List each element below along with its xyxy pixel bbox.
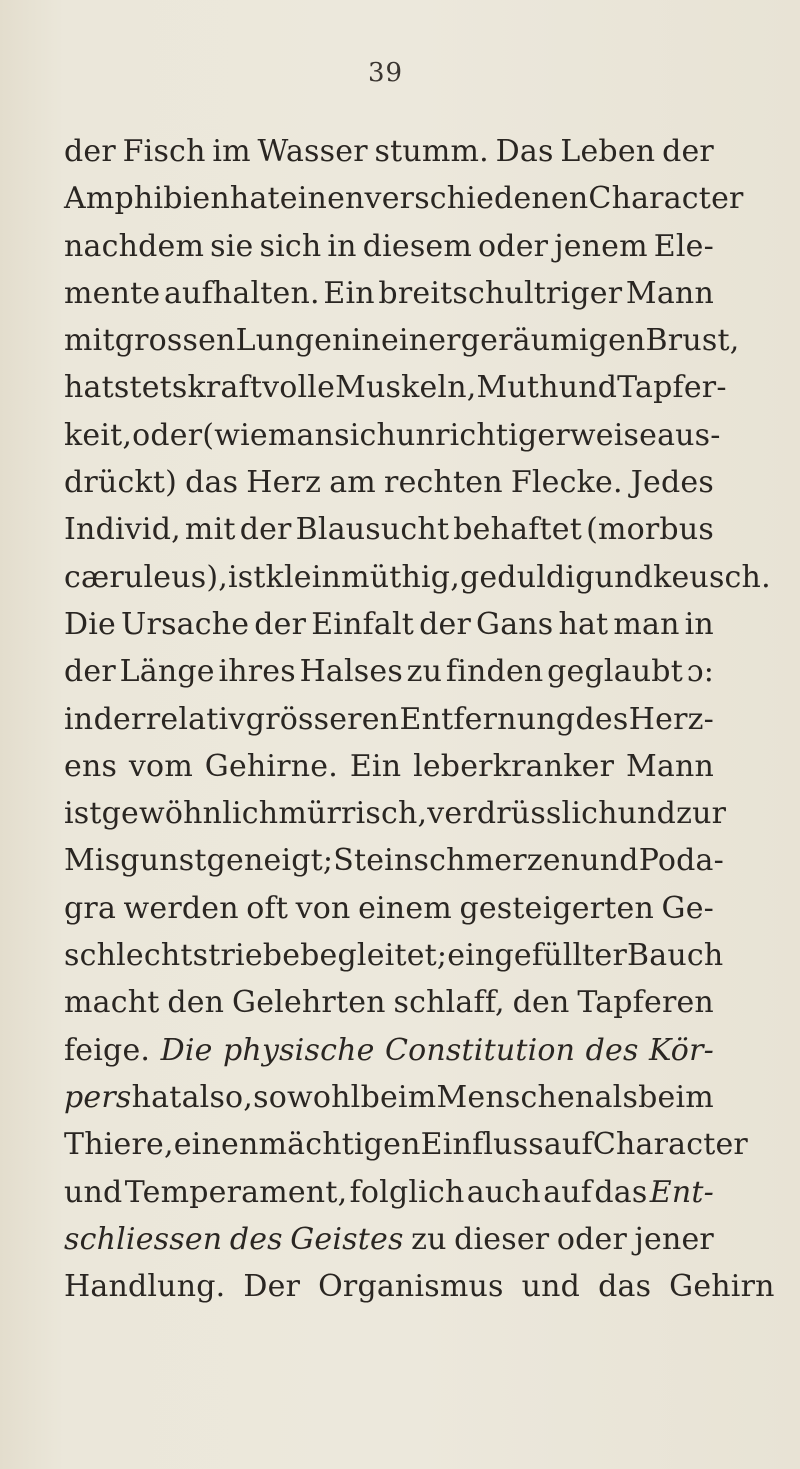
word: Gelehrten [232, 985, 386, 1021]
word: in [684, 606, 714, 642]
word: Constitution [384, 1032, 576, 1068]
word: den [512, 985, 570, 1021]
text-line [64, 837, 724, 884]
word: Character [592, 1127, 748, 1163]
word: Der [243, 1269, 301, 1305]
word: (morbus [586, 512, 714, 548]
word: stets [113, 370, 188, 406]
word: von [295, 890, 351, 926]
text-line [64, 1263, 775, 1310]
word: Fisch [122, 134, 206, 169]
word: schliessen [64, 1221, 223, 1257]
word: Das [495, 134, 554, 169]
word: auf [543, 1174, 593, 1210]
word: behaftet [453, 512, 582, 548]
word: beim [638, 1079, 714, 1115]
word: in [351, 323, 381, 359]
word: und [521, 1269, 581, 1305]
word: cæruleus), [64, 559, 228, 595]
word: relativ [145, 701, 246, 737]
word: und [580, 843, 639, 879]
word: des [585, 1032, 639, 1068]
word: schlechtstriebe [64, 938, 301, 974]
word: man [613, 606, 680, 642]
word: Bauch [627, 938, 724, 974]
text-line [64, 223, 714, 270]
word: Gehirne. [204, 748, 338, 784]
word: hat [558, 606, 609, 642]
text-line [64, 459, 714, 506]
word: macht [64, 985, 160, 1021]
word: Herz- [628, 701, 714, 737]
word: Gehirn [669, 1269, 775, 1305]
word: Character [588, 181, 744, 217]
text-line [64, 128, 714, 175]
word: pers [64, 1079, 132, 1115]
word: Herz [246, 465, 322, 501]
page-number: 39 [368, 58, 404, 88]
word: grossen [114, 323, 236, 359]
word: diesem [362, 228, 473, 264]
word: aufhalten. [163, 275, 320, 311]
word: der [64, 134, 116, 169]
word: hat [131, 1079, 182, 1115]
word: sich [259, 228, 322, 264]
word: im [212, 134, 251, 169]
word: vom [128, 748, 193, 784]
word: als [594, 1079, 639, 1115]
word: Halses [299, 654, 403, 690]
word: Misgunst [64, 843, 207, 879]
word: der [93, 701, 146, 737]
word: Ein [323, 275, 375, 311]
word: grösseren [245, 701, 400, 737]
word: zur [676, 796, 727, 832]
text-line [64, 648, 714, 695]
text-line [64, 979, 714, 1026]
word: einem [358, 890, 452, 926]
body-text [64, 128, 775, 1310]
text-line [64, 790, 727, 837]
word: der [662, 134, 714, 169]
text-line [64, 1169, 714, 1216]
text-line [64, 696, 714, 743]
text-line [64, 1074, 714, 1121]
word: Amphibien [64, 181, 230, 217]
text-line [64, 601, 714, 648]
word: Länge [119, 654, 215, 690]
word: das [598, 1269, 652, 1305]
word: Ursache [121, 606, 250, 642]
word: Die [64, 606, 117, 642]
word: Entfernung [399, 701, 576, 737]
text-line [64, 554, 771, 601]
word: Muth [476, 370, 559, 406]
word: schlaff, [393, 985, 505, 1021]
word: Mann [625, 748, 714, 784]
word: des [229, 1221, 283, 1257]
word: hat [64, 370, 114, 406]
word: und [558, 370, 618, 406]
word: oder [556, 1221, 627, 1257]
word: ɔ: [686, 654, 714, 690]
word: der [419, 606, 471, 642]
word: Leben [560, 134, 656, 169]
word: verschiedenen [364, 181, 589, 217]
word: Brust, [645, 323, 740, 359]
word: (wie [202, 417, 268, 453]
word: Ele- [653, 228, 714, 264]
word: auch [466, 1174, 541, 1210]
text-line [64, 1027, 714, 1074]
word: also, [181, 1079, 254, 1115]
word: werden [123, 890, 239, 926]
word: einen [279, 181, 365, 217]
word: unrichtigerweise [396, 417, 658, 453]
word: in [64, 701, 94, 737]
word: finden [445, 654, 544, 690]
word: Mann [625, 275, 714, 311]
word: Temperament, [124, 1174, 348, 1210]
word: Ein [349, 748, 402, 784]
word: stumm. [374, 134, 489, 169]
word: Muskeln, [335, 370, 477, 406]
word: Geistes [290, 1221, 404, 1257]
word: geduldig [459, 559, 595, 595]
word: jenem [554, 228, 648, 264]
word: kleinmüthig, [265, 559, 460, 595]
word: Blausucht [295, 512, 450, 548]
text-line [64, 506, 714, 553]
word: geglaubt [547, 654, 683, 690]
word: Steinschmerzen [333, 843, 581, 879]
word: Ent- [649, 1174, 714, 1210]
word: zu [411, 1221, 447, 1257]
text-line [64, 743, 714, 790]
word: mächtigen [258, 1127, 421, 1163]
word: Organismus [318, 1269, 504, 1305]
word: Gans [476, 606, 554, 642]
word: einen [173, 1127, 259, 1163]
text-line [64, 317, 740, 364]
word: mit [64, 323, 115, 359]
word: gra [64, 890, 117, 926]
word: verdrüsslich [427, 796, 618, 832]
word: Ge- [661, 890, 714, 926]
word: hat [229, 181, 280, 217]
word: der [64, 654, 116, 690]
word: das [594, 1174, 648, 1210]
word: oder [478, 228, 549, 264]
word: drückt) [64, 465, 178, 501]
word: und [64, 1174, 123, 1210]
word: des [575, 701, 629, 737]
word: sowohl [253, 1079, 361, 1115]
word: man [267, 417, 335, 453]
word: Die [160, 1032, 213, 1068]
text-line [64, 1216, 714, 1263]
text-line [64, 270, 714, 317]
word: Tapferen [577, 985, 714, 1021]
word: ein [447, 938, 495, 974]
word: der [239, 512, 292, 548]
word: Individ, [64, 512, 181, 548]
word: Einfluss [420, 1127, 544, 1163]
word: der [254, 606, 307, 642]
word: ist [64, 796, 102, 832]
word: den [167, 985, 225, 1021]
word: ihres [218, 654, 296, 690]
text-line [64, 364, 727, 411]
word: Flecke. [510, 465, 623, 501]
word: folglich [349, 1174, 465, 1210]
text-line [64, 1121, 748, 1168]
word: Kör- [649, 1032, 714, 1068]
word: sich [334, 417, 397, 453]
word: beim [360, 1079, 437, 1115]
word: mente [64, 275, 161, 311]
word: rechten [384, 465, 503, 501]
word: sie [210, 228, 254, 264]
word: in [327, 228, 357, 264]
word: mürrisch, [278, 796, 428, 832]
word: Tapfer- [617, 370, 727, 406]
word: Einfalt [311, 606, 415, 642]
word: am [329, 465, 376, 501]
word: mit [184, 512, 236, 548]
word: nachdem [64, 228, 205, 264]
word: auf [543, 1127, 593, 1163]
word: zu [406, 654, 443, 690]
word: oft [246, 890, 289, 926]
word: leberkranker [413, 748, 615, 784]
word: aus- [657, 417, 721, 453]
word: gesteigerten [459, 890, 655, 926]
word: und [617, 796, 677, 832]
word: feige. [64, 1032, 151, 1068]
text-line [64, 885, 714, 932]
word: jener [634, 1221, 714, 1257]
word: das [185, 465, 239, 501]
word: einer [380, 323, 461, 359]
word: geräumigen [460, 323, 646, 359]
word: ist [227, 559, 266, 595]
word: dieser [454, 1221, 550, 1257]
word: kraftvolle [187, 370, 336, 406]
word: ens [64, 748, 118, 784]
word: keusch. [653, 559, 771, 595]
word: keit, [64, 417, 133, 453]
word: breitschultriger [378, 275, 623, 311]
word: Wasser [257, 134, 368, 169]
word: Thiere, [64, 1127, 174, 1163]
word: Poda- [638, 843, 724, 879]
word: gewöhnlich [101, 796, 279, 832]
word: physische [223, 1032, 375, 1068]
word: Menschen [436, 1079, 595, 1115]
word: gefüllter [494, 938, 628, 974]
word: Handlung. [64, 1269, 226, 1305]
word: Jedes [630, 465, 714, 501]
word: Lungen [235, 323, 352, 359]
word: geneigt; [206, 843, 334, 879]
word: begleitet; [300, 938, 448, 974]
text-line [64, 175, 744, 222]
text-line [64, 412, 721, 459]
word: und [594, 559, 654, 595]
text-line [64, 932, 724, 979]
word: oder [132, 417, 203, 453]
